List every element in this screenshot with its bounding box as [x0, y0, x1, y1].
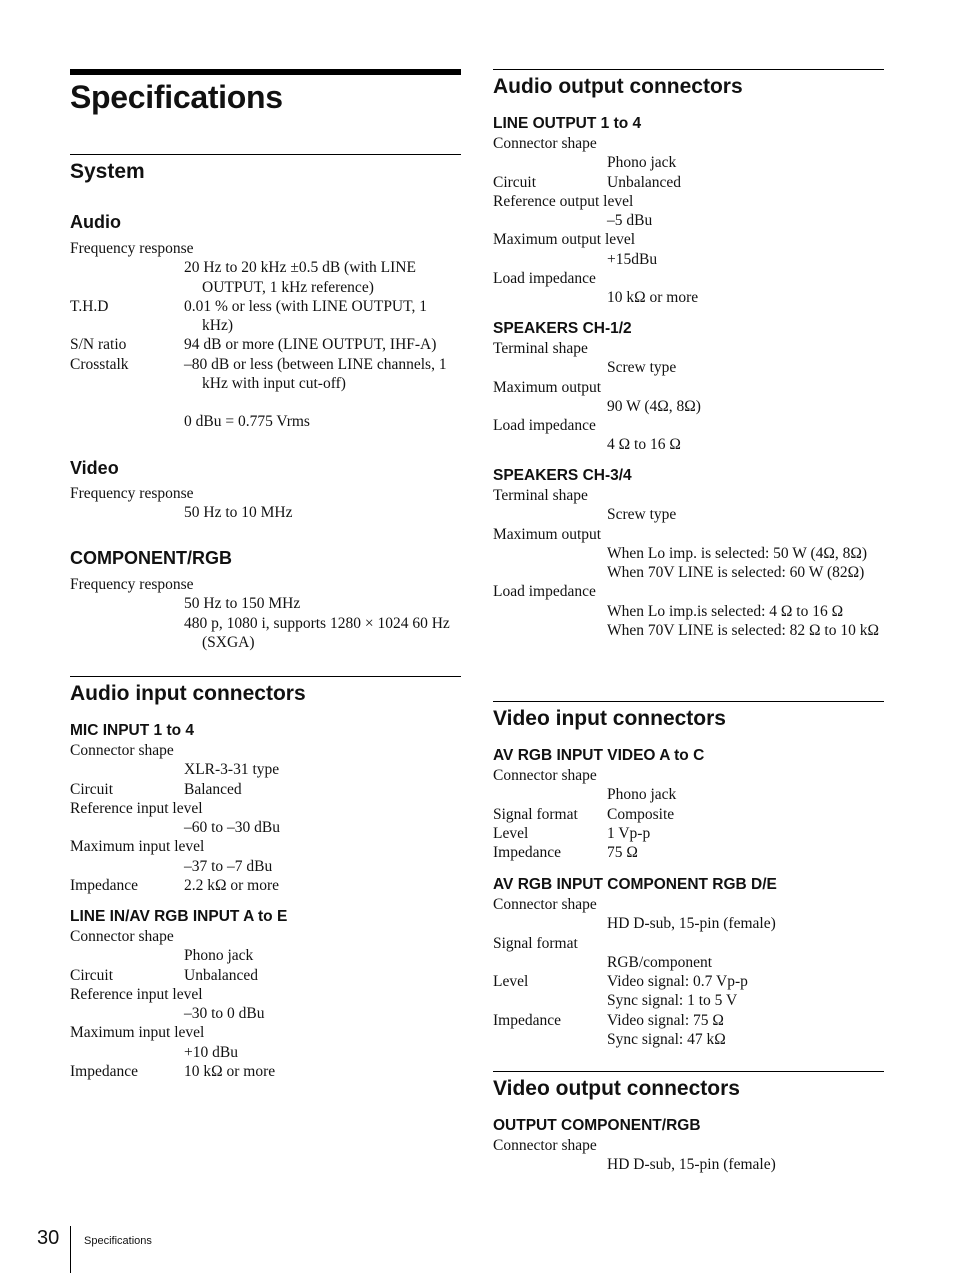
spec-value: HD D-sub, 15-pin (female) [607, 915, 776, 933]
spec-label: Impedance [70, 1063, 138, 1081]
spec-value: Composite [607, 805, 675, 823]
subsection-heading: Video [70, 458, 119, 478]
spec-value: Unbalanced [607, 173, 682, 191]
spec-label: Connector shape [493, 896, 597, 913]
spec-value: Video signal: 0.7 Vp-p [607, 973, 748, 991]
spec-label: Circuit [70, 780, 114, 798]
spec-value: HD D-sub, 15-pin (female) [607, 1156, 776, 1174]
spec-value: Sync signal: 1 to 5 V [607, 992, 738, 1010]
section-video-input [493, 701, 884, 732]
section-heading: Video input connectors [493, 707, 726, 730]
spec-label: Terminal shape [493, 487, 588, 504]
spec-note: 0 dBu = 0.775 Vrms [184, 413, 310, 431]
spec-label: Connector shape [70, 928, 174, 945]
spec-value: 480 p, 1080 i, supports 1280 × 1024 60 Hz (SXGA) [184, 614, 450, 651]
section-heading: System [70, 160, 145, 183]
spec-value: Video signal: 75 Ω [607, 1011, 724, 1029]
subsection-audio [70, 211, 461, 432]
spec-value: 50 Hz to 150 MHz [184, 595, 301, 613]
spec-label: Maximum output level [493, 231, 636, 249]
subsection-heading: MIC INPUT 1 to 4 [70, 722, 195, 739]
spec-label: Frequency response [70, 240, 194, 257]
spec-value: When 70V LINE is selected: 82 Ω to 10 kΩ [607, 622, 879, 640]
spec-label: Maximum output [493, 525, 602, 543]
spec-value: 50 Hz to 10 MHz [184, 504, 293, 522]
subsection-av-rgb-component [493, 875, 884, 1049]
spec-row [70, 876, 461, 895]
spec-value: –5 dBu [607, 212, 653, 230]
section-heading: Audio output connectors [493, 75, 743, 98]
subsection-heading: SPEAKERS CH-1/2 [493, 320, 632, 337]
spec-value: Unbalanced [184, 966, 259, 984]
spec-label: Level [493, 973, 529, 991]
subsection-speakers-ch34 [493, 466, 884, 640]
spec-label: Signal format [493, 934, 578, 952]
spec-value: +10 dBu [184, 1043, 238, 1061]
spec-row [70, 335, 461, 354]
spec-label: Impedance [493, 1011, 561, 1029]
spec-value: 10 kΩ or more [184, 1063, 276, 1081]
spec-value: Balanced [184, 780, 242, 798]
spec-row [70, 355, 461, 394]
footer-label: Specifications [84, 1235, 152, 1247]
spec-value: 10 kΩ or more [607, 289, 699, 307]
page-number: 30 [37, 1227, 60, 1249]
spec-value: When 70V LINE is selected: 60 W (82Ω) [607, 564, 865, 582]
spec-row [493, 805, 884, 824]
spec-label: Terminal shape [493, 340, 588, 357]
spec-label: Load impedance [493, 583, 596, 601]
subsection-video [70, 457, 461, 523]
spec-value: –37 to –7 dBu [184, 857, 273, 875]
subsection-heading: LINE OUTPUT 1 to 4 [493, 115, 642, 132]
spec-value: +15dBu [607, 250, 658, 268]
subsection-heading: COMPONENT/RGB [70, 548, 232, 568]
subsection-mic-input [70, 721, 461, 895]
spec-value: 4 Ω to 16 Ω [607, 436, 681, 454]
subsection-heading: AV RGB INPUT VIDEO A to C [493, 747, 705, 764]
spec-label: Impedance [493, 844, 561, 862]
subsection-heading: Audio [70, 212, 121, 232]
spec-label: Frequency response [70, 576, 194, 593]
spec-row [70, 297, 461, 336]
spec-label: Reference input level [70, 985, 203, 1003]
spec-label: Maximum output [493, 378, 602, 396]
spec-value: 94 dB or more (LINE OUTPUT, IHF-A) [184, 336, 437, 354]
spec-value: Phono jack [607, 154, 677, 172]
subsection-heading: AV RGB INPUT COMPONENT RGB D/E [493, 876, 777, 893]
spec-label: Connector shape [493, 767, 597, 784]
subsection-av-rgb-video [493, 746, 884, 862]
spec-label: Impedance [70, 877, 138, 895]
spec-label: Load impedance [493, 270, 596, 288]
subsection-line-input [70, 907, 461, 1081]
subsection-heading: LINE IN/AV RGB INPUT A to E [70, 908, 288, 925]
spec-value: 2.2 kΩ or more [184, 877, 280, 895]
section-audio-output [493, 69, 884, 100]
spec-label: Signal format [493, 805, 578, 823]
spec-label: Level [493, 824, 529, 842]
spec-row [493, 173, 884, 192]
spec-label: Maximum input level [70, 1024, 205, 1042]
spec-value: –60 to –30 dBu [184, 819, 281, 837]
spec-label: Connector shape [493, 135, 597, 152]
spec-value: 75 Ω [607, 844, 638, 862]
subsection-heading: SPEAKERS CH-3/4 [493, 467, 632, 484]
spec-label: Frequency response [70, 485, 194, 502]
spec-label: S/N ratio [70, 336, 127, 354]
section-system [70, 154, 461, 185]
spec-value: –80 dB or less (between LINE channels, 1 kHz with input cut-off) [184, 355, 447, 393]
spec-value: Sync signal: 47 kΩ [607, 1031, 726, 1049]
spec-label: Reference input level [70, 799, 203, 817]
spec-row [493, 1011, 884, 1030]
page-title: Specifications [70, 79, 283, 115]
spec-row [70, 1062, 461, 1081]
spec-label: Reference output level [493, 192, 634, 210]
footer-divider [70, 1226, 71, 1273]
spec-row [493, 824, 884, 843]
spec-row [70, 966, 461, 985]
spec-label: Load impedance [493, 417, 596, 435]
subsection-component-rgb [70, 547, 461, 652]
spec-row [70, 780, 461, 799]
spec-label: Maximum input level [70, 838, 205, 856]
spec-value: Screw type [607, 359, 677, 377]
spec-label: Crosstalk [70, 355, 129, 373]
spec-label: Connector shape [70, 742, 174, 759]
section-heading: Audio input connectors [70, 682, 306, 705]
section-audio-input [70, 676, 461, 707]
spec-value: 0.01 % or less (with LINE OUTPUT, 1 kHz) [184, 297, 427, 335]
spec-row [493, 843, 884, 862]
title-rule [70, 69, 461, 75]
spec-label: T.H.D [70, 297, 109, 315]
subsection-heading: OUTPUT COMPONENT/RGB [493, 1117, 701, 1134]
subsection-speakers-ch12 [493, 319, 884, 455]
spec-label: Circuit [493, 173, 537, 191]
spec-value: 20 Hz to 20 kHz ±0.5 dB (with LINE OUTPUT, 1 kHz reference) [184, 259, 416, 296]
spec-value: –30 to 0 dBu [184, 1005, 265, 1023]
spec-value: When Lo imp. is selected: 50 W (4Ω, 8Ω) [607, 544, 868, 562]
subsection-output-component [493, 1116, 884, 1175]
spec-value: When Lo imp.is selected: 4 Ω to 16 Ω [607, 602, 844, 620]
spec-value: 90 W (4Ω, 8Ω) [607, 397, 701, 415]
section-video-output [493, 1071, 884, 1102]
spec-label: Circuit [70, 966, 114, 984]
spec-value: Screw type [607, 506, 677, 524]
spec-value: RGB/component [607, 953, 713, 971]
spec-value: 1 Vp-p [607, 824, 651, 842]
spec-label: Connector shape [493, 1137, 597, 1154]
spec-value: XLR-3-31 type [184, 761, 280, 779]
subsection-line-output [493, 114, 884, 308]
spec-row [493, 972, 884, 991]
spec-value: Phono jack [184, 947, 254, 965]
spec-value: Phono jack [607, 786, 677, 804]
section-heading: Video output connectors [493, 1077, 740, 1100]
